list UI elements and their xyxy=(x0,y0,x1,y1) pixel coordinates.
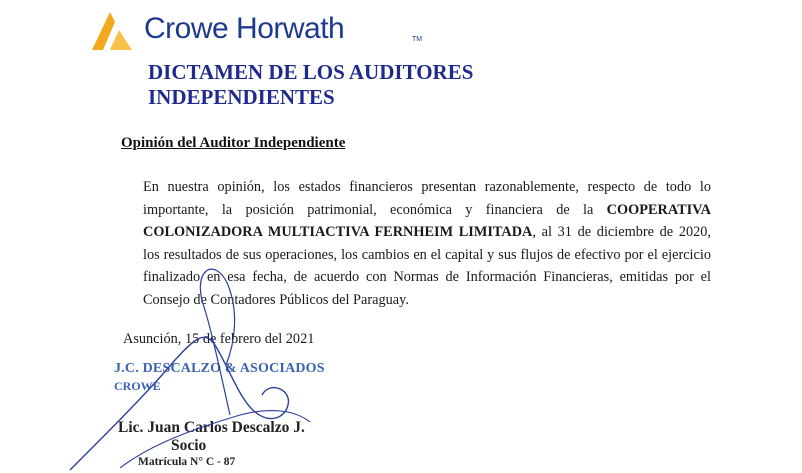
crowe-logo-icon xyxy=(88,10,138,52)
report-title-line1: DICTAMEN DE LOS AUDITORES xyxy=(148,60,474,84)
date-line: Asunción, 15 de febrero del 2021 xyxy=(123,331,315,347)
opinion-text-part1: En nuestra opinión, los estados financieros presentan razonablemente, respecto de todo lo importante, la posición patrimonial, económica y financiera de la xyxy=(143,179,711,218)
signer-role: Socio xyxy=(171,437,207,454)
logo-text: Crowe Horwath xyxy=(144,12,345,45)
signer-name: Lic. Juan Carlos Descalzo J. xyxy=(118,419,305,436)
signer-registration: Matrícula N° C - 87 xyxy=(138,456,236,468)
logo-trademark: TM xyxy=(412,36,423,43)
crowe-horwath-logo xyxy=(88,6,423,56)
firm-name: J.C. DESCALZO & ASOCIADOS xyxy=(114,361,325,376)
report-title-line2: INDEPENDIENTES xyxy=(148,85,335,109)
report-title xyxy=(148,60,473,110)
opinion-paragraph xyxy=(143,176,711,312)
opinion-text-part2: , al 31 de diciembre de 2020, los resultados de sus operaciones, los cambios en el capital y sus flujos de efectivo por el ejercicio finalizado en esa fecha, de acuerdo con Normas de Información Financieras, emitidas por el Consejo de Contadores Públicos del Paraguay. xyxy=(143,224,712,308)
section-heading: Opinión del Auditor Independiente xyxy=(121,135,346,151)
entity-name: COOPERATIVA COLONIZADORA MULTIACTIVA FERNHEIM LIMITADA xyxy=(143,201,711,241)
firm-subtitle: CROWE xyxy=(114,379,161,393)
